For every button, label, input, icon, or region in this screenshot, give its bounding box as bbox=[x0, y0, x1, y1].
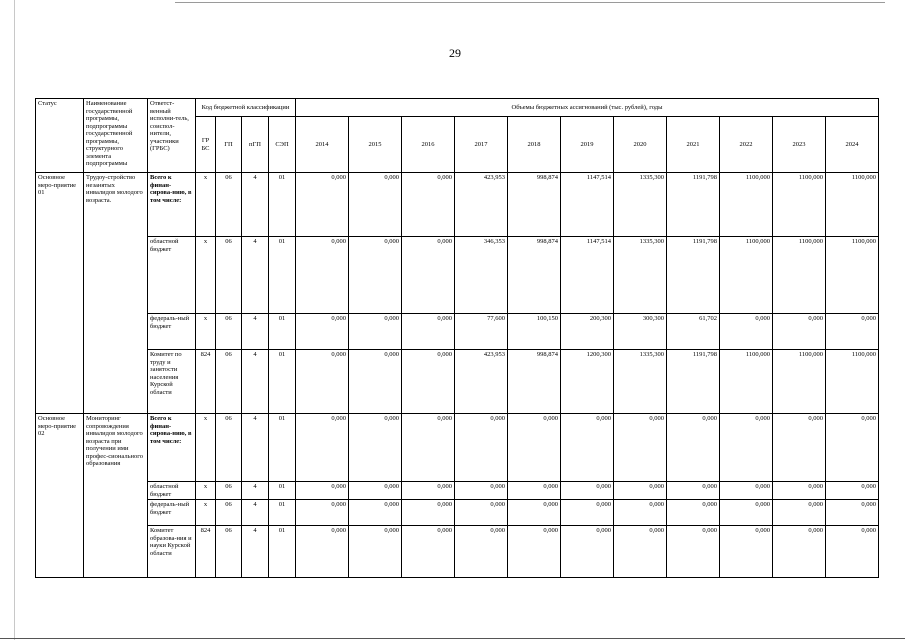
value-cell: 0,000 bbox=[561, 414, 614, 482]
value-cell: 0,000 bbox=[773, 526, 826, 578]
value-cell: 423,953 bbox=[455, 350, 508, 414]
value-cell: 0,000 bbox=[296, 500, 349, 526]
header-year: 2022 bbox=[720, 117, 773, 173]
value-cell: 1100,000 bbox=[826, 350, 879, 414]
value-cell: 998,874 bbox=[508, 350, 561, 414]
header-year: 2018 bbox=[508, 117, 561, 173]
executor-cell: Комитет образова-ния и науки Курской области bbox=[148, 526, 196, 578]
value-cell: 1335,300 bbox=[614, 237, 667, 314]
value-cell: 1191,798 bbox=[667, 237, 720, 314]
table-row bbox=[36, 314, 879, 350]
value-cell: 61,702 bbox=[667, 314, 720, 350]
value-cell: 0,000 bbox=[402, 237, 455, 314]
value-cell: 200,300 bbox=[561, 314, 614, 350]
value-cell: 100,150 bbox=[508, 314, 561, 350]
value-cell: 0,000 bbox=[720, 414, 773, 482]
header-year: 2017 bbox=[455, 117, 508, 173]
value-cell: 77,600 bbox=[455, 314, 508, 350]
code-pgp-cell: 4 bbox=[242, 414, 269, 482]
executor-cell: областной бюджет bbox=[148, 482, 196, 500]
value-cell: 0,000 bbox=[402, 314, 455, 350]
value-cell: 0,000 bbox=[826, 314, 879, 350]
table-row bbox=[36, 414, 879, 482]
value-cell: 0,000 bbox=[402, 414, 455, 482]
header-year: 2023 bbox=[773, 117, 826, 173]
value-cell: 0,000 bbox=[455, 482, 508, 500]
code-sep-cell: 01 bbox=[269, 526, 296, 578]
header-year: 2024 bbox=[826, 117, 879, 173]
value-cell: 0,000 bbox=[349, 173, 402, 237]
value-cell: 0,000 bbox=[349, 526, 402, 578]
left-margin-rule bbox=[14, 0, 15, 640]
header-sep: СЭП bbox=[269, 117, 296, 173]
code-gp-cell: 06 bbox=[216, 314, 242, 350]
value-cell: 0,000 bbox=[349, 314, 402, 350]
value-cell: 0,000 bbox=[349, 237, 402, 314]
code-sep-cell: 01 bbox=[269, 414, 296, 482]
value-cell: 1100,000 bbox=[826, 173, 879, 237]
code-pgp-cell: 4 bbox=[242, 482, 269, 500]
value-cell: 0,000 bbox=[349, 414, 402, 482]
executor-cell: областной бюджет bbox=[148, 237, 196, 314]
value-cell: 0,000 bbox=[508, 414, 561, 482]
header-year: 2020 bbox=[614, 117, 667, 173]
code-grbs-cell: 824 bbox=[196, 526, 216, 578]
code-grbs-cell: 824 bbox=[196, 350, 216, 414]
value-cell: 0,000 bbox=[826, 526, 879, 578]
event-name: Трудоу-стройство незанятых инвалидов молодого возраста. bbox=[84, 173, 148, 414]
code-pgp-cell: 4 bbox=[242, 314, 269, 350]
value-cell: 0,000 bbox=[349, 350, 402, 414]
value-cell: 1147,514 bbox=[561, 237, 614, 314]
code-gp-cell: 06 bbox=[216, 482, 242, 500]
header-grbs: ГР БС bbox=[196, 117, 216, 173]
header-year: 2014 bbox=[296, 117, 349, 173]
value-cell: 0,000 bbox=[773, 414, 826, 482]
value-cell: 0,000 bbox=[826, 414, 879, 482]
code-grbs-cell: х bbox=[196, 237, 216, 314]
executor-cell: Комитет по труду и занятости населения Курской области bbox=[148, 350, 196, 414]
header-budget-code: Код бюджетной классификации bbox=[196, 99, 296, 117]
header-volumes: Объемы бюджетных ассигнований (тыс. рублей), годы bbox=[296, 99, 879, 117]
value-cell: 0,000 bbox=[561, 526, 614, 578]
table-body bbox=[36, 173, 879, 578]
value-cell: 0,000 bbox=[667, 526, 720, 578]
code-gp-cell: 06 bbox=[216, 414, 242, 482]
header-year: 2021 bbox=[667, 117, 720, 173]
value-cell: 1100,000 bbox=[720, 173, 773, 237]
page-number: 29 bbox=[449, 46, 461, 60]
value-cell: 0,000 bbox=[720, 482, 773, 500]
value-cell: 0,000 bbox=[773, 314, 826, 350]
table-row bbox=[36, 500, 879, 526]
value-cell: 0,000 bbox=[773, 500, 826, 526]
value-cell: 0,000 bbox=[402, 482, 455, 500]
code-grbs-cell: х bbox=[196, 173, 216, 237]
event-name: Мониторинг сопровождения инвалидов молодого возраста при получении ими профес-сионального образования bbox=[84, 414, 148, 578]
code-gp-cell: 06 bbox=[216, 237, 242, 314]
value-cell: 0,000 bbox=[349, 482, 402, 500]
value-cell: 0,000 bbox=[455, 526, 508, 578]
value-cell: 0,000 bbox=[614, 500, 667, 526]
code-pgp-cell: 4 bbox=[242, 237, 269, 314]
event-status: Основное меро-приятие 01 bbox=[36, 173, 84, 414]
value-cell: 0,000 bbox=[402, 173, 455, 237]
value-cell: 0,000 bbox=[667, 500, 720, 526]
value-cell: 0,000 bbox=[402, 350, 455, 414]
header-year: 2019 bbox=[561, 117, 614, 173]
value-cell: 0,000 bbox=[720, 526, 773, 578]
budget-table bbox=[35, 98, 879, 578]
table-row bbox=[36, 173, 879, 237]
header-year: 2015 bbox=[349, 117, 402, 173]
executor-cell: федераль-ный бюджет bbox=[148, 314, 196, 350]
value-cell: 0,000 bbox=[826, 482, 879, 500]
value-cell: 998,874 bbox=[508, 173, 561, 237]
header-status: Статус bbox=[36, 99, 84, 173]
bottom-rule bbox=[0, 638, 905, 639]
value-cell: 0,000 bbox=[561, 482, 614, 500]
value-cell: 1100,000 bbox=[773, 350, 826, 414]
value-cell: 0,000 bbox=[720, 500, 773, 526]
table-row bbox=[36, 350, 879, 414]
value-cell: 1100,000 bbox=[773, 173, 826, 237]
code-sep-cell: 01 bbox=[269, 350, 296, 414]
value-cell: 0,000 bbox=[773, 482, 826, 500]
code-pgp-cell: 4 bbox=[242, 350, 269, 414]
table-row bbox=[36, 482, 879, 500]
code-grbs-cell: х bbox=[196, 500, 216, 526]
value-cell: 1100,000 bbox=[826, 237, 879, 314]
value-cell: 0,000 bbox=[614, 414, 667, 482]
value-cell: 0,000 bbox=[296, 350, 349, 414]
value-cell: 0,000 bbox=[402, 500, 455, 526]
value-cell: 0,000 bbox=[508, 500, 561, 526]
table-row bbox=[36, 526, 879, 578]
value-cell: 346,353 bbox=[455, 237, 508, 314]
value-cell: 300,300 bbox=[614, 314, 667, 350]
value-cell: 0,000 bbox=[296, 414, 349, 482]
value-cell: 0,000 bbox=[455, 500, 508, 526]
header-pgp: пГП bbox=[242, 117, 269, 173]
value-cell: 0,000 bbox=[296, 526, 349, 578]
value-cell: 0,000 bbox=[508, 482, 561, 500]
value-cell: 1147,514 bbox=[561, 173, 614, 237]
value-cell: 1200,300 bbox=[561, 350, 614, 414]
value-cell: 1335,300 bbox=[614, 173, 667, 237]
header-name: Наименование государственной программы, подпрограммы государственной программы, структурного элемента подпрограммы bbox=[84, 99, 148, 173]
value-cell: 0,000 bbox=[508, 526, 561, 578]
code-sep-cell: 01 bbox=[269, 314, 296, 350]
value-cell: 1100,000 bbox=[720, 237, 773, 314]
value-cell: 0,000 bbox=[826, 500, 879, 526]
value-cell: 0,000 bbox=[720, 314, 773, 350]
header-year: 2016 bbox=[402, 117, 455, 173]
code-sep-cell: 01 bbox=[269, 173, 296, 237]
value-cell: 0,000 bbox=[667, 482, 720, 500]
code-pgp-cell: 4 bbox=[242, 173, 269, 237]
value-cell: 0,000 bbox=[296, 482, 349, 500]
table-head bbox=[36, 99, 879, 173]
value-cell: 0,000 bbox=[296, 314, 349, 350]
value-cell: 1100,000 bbox=[773, 237, 826, 314]
value-cell: 0,000 bbox=[614, 482, 667, 500]
value-cell: 0,000 bbox=[349, 500, 402, 526]
code-sep-cell: 01 bbox=[269, 500, 296, 526]
value-cell: 1100,000 bbox=[720, 350, 773, 414]
code-gp-cell: 06 bbox=[216, 173, 242, 237]
value-cell: 0,000 bbox=[296, 237, 349, 314]
value-cell: 998,874 bbox=[508, 237, 561, 314]
code-gp-cell: 06 bbox=[216, 350, 242, 414]
code-grbs-cell: х bbox=[196, 414, 216, 482]
value-cell: 423,953 bbox=[455, 173, 508, 237]
value-cell: 0,000 bbox=[402, 526, 455, 578]
event-status: Основное меро-приятие 02 bbox=[36, 414, 84, 578]
table-row bbox=[36, 237, 879, 314]
code-grbs-cell: х bbox=[196, 482, 216, 500]
code-gp-cell: 06 bbox=[216, 526, 242, 578]
code-pgp-cell: 4 bbox=[242, 526, 269, 578]
code-gp-cell: 06 bbox=[216, 500, 242, 526]
value-cell: 0,000 bbox=[561, 500, 614, 526]
executor-cell: федераль-ный бюджет bbox=[148, 500, 196, 526]
executor-cell: Всего к финан-сирова-нию, в том числе: bbox=[148, 414, 196, 482]
header-executor: Ответст-венный исполни-тель, соиспол-нители, участники (ГРБС) bbox=[148, 99, 196, 173]
value-cell: 1335,300 bbox=[614, 350, 667, 414]
value-cell: 0,000 bbox=[455, 414, 508, 482]
code-sep-cell: 01 bbox=[269, 237, 296, 314]
value-cell: 1191,798 bbox=[667, 173, 720, 237]
top-rule bbox=[175, 2, 885, 3]
code-sep-cell: 01 bbox=[269, 482, 296, 500]
value-cell: 0,000 bbox=[614, 526, 667, 578]
header-gp: ГП bbox=[216, 117, 242, 173]
value-cell: 0,000 bbox=[667, 414, 720, 482]
executor-cell: Всего к финан-сирова-нию, в том числе: bbox=[148, 173, 196, 237]
code-pgp-cell: 4 bbox=[242, 500, 269, 526]
code-grbs-cell: х bbox=[196, 314, 216, 350]
value-cell: 1191,798 bbox=[667, 350, 720, 414]
value-cell: 0,000 bbox=[296, 173, 349, 237]
